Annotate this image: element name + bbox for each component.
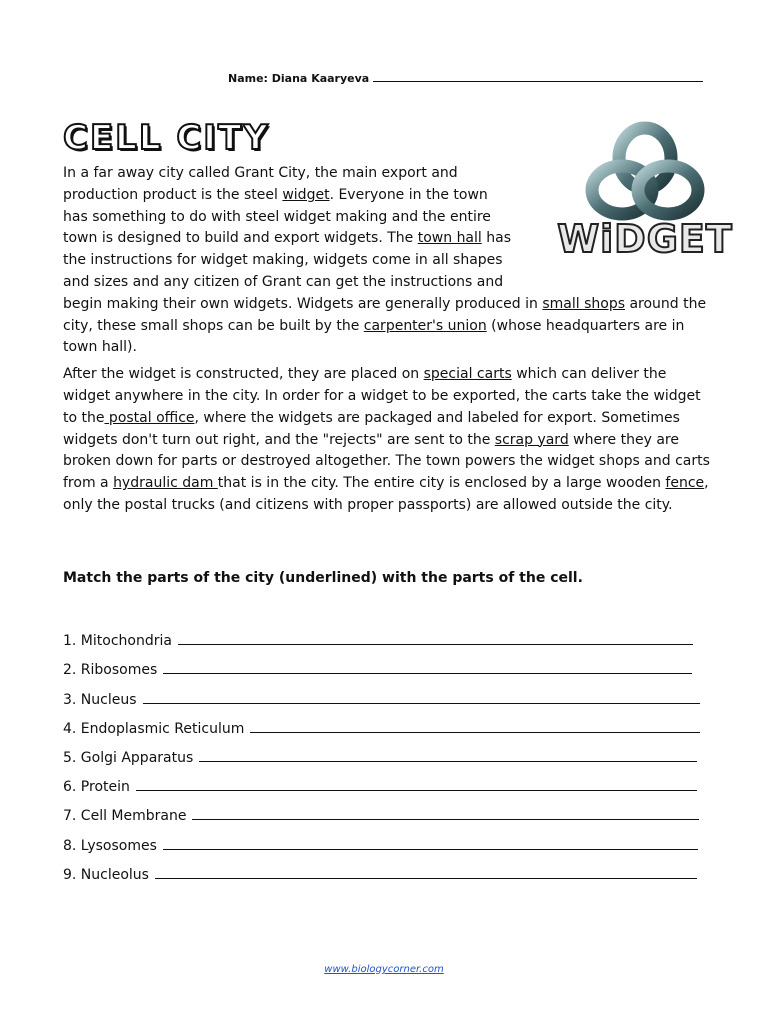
story-text-segment: , only the postal trucks (and citizens with proper passports) are allowed outside the city.	[63, 475, 709, 513]
match-item	[63, 824, 713, 853]
story-text-segment: which can deliver the widget anywhere in the city. In order for a widget to be exported, the carts take the widget to the	[63, 366, 701, 426]
answer-blank[interactable]	[136, 789, 697, 791]
match-item	[63, 678, 713, 707]
match-item	[63, 708, 713, 737]
match-item-label: 5. Golgi Apparatus	[63, 749, 194, 766]
city-part-term: small shops	[542, 295, 625, 312]
city-part-term: postal office	[104, 409, 195, 426]
answer-blank[interactable]	[192, 818, 699, 820]
city-part-term: scrap yard	[494, 431, 569, 448]
match-item-label: 3. Nucleus	[63, 691, 137, 708]
city-part-term: widget	[282, 186, 330, 203]
match-item-label: 6. Protein	[63, 779, 130, 796]
answer-blank[interactable]	[143, 702, 700, 704]
city-part-term: town hall	[417, 230, 482, 247]
story-text	[63, 163, 713, 522]
story-text-segment: After the widget is constructed, they are placed on	[63, 366, 424, 383]
answer-blank[interactable]	[155, 877, 697, 879]
city-part-term: carpenter's union	[363, 317, 487, 334]
story-text-segment: . Everyone in the town has something to do with steel widget making and the entire town is designed to build and export widgets. The	[63, 186, 491, 247]
story-text-segment: In a far away city called Grant City, the main export and production product is the steel	[63, 165, 458, 203]
footer-link[interactable]: www.biologycorner.com	[324, 964, 444, 975]
match-item	[63, 620, 713, 649]
city-part-term: fence	[665, 475, 705, 492]
match-item-label: 2. Ribosomes	[63, 662, 158, 679]
story-text-segment: around the city, these small shops can be built by the	[63, 295, 707, 334]
story-text-segment: (whose headquarters are in town hall).	[63, 317, 685, 356]
answer-blank[interactable]	[178, 643, 693, 645]
city-part-term: hydraulic dam	[113, 475, 218, 492]
match-item-label: 4. Endoplasmic Reticulum	[63, 720, 245, 737]
match-list	[63, 620, 713, 883]
answer-blank[interactable]	[163, 848, 698, 850]
match-item	[63, 649, 713, 678]
match-item	[63, 737, 713, 766]
story-text-segment: that is in the city. The entire city is enclosed by a large wooden	[217, 475, 666, 492]
answer-blank[interactable]	[163, 672, 692, 674]
answer-blank[interactable]	[199, 760, 697, 762]
instruction: Match the parts of the city (underlined) with the parts of the cell.	[63, 570, 583, 586]
name-label: Name: Diana Kaaryeva	[228, 72, 370, 85]
name-line	[228, 72, 703, 85]
answer-blank[interactable]	[250, 731, 700, 733]
match-item	[63, 854, 713, 883]
page-title: CELL CITY	[63, 118, 270, 158]
match-item-label: 8. Lysosomes	[63, 837, 157, 854]
story-text-segment: , where the widgets are packaged and labeled for export. Sometimes widgets don't turn out right, and the "rejects" are sent to the	[63, 409, 680, 448]
match-item-label: 7. Cell Membrane	[63, 808, 187, 825]
story-text-segment: has the instructions for widget making, widgets come in all shapes and sizes and any citizen of Grant can get the instructions and begin making their own widgets. Widgets are generally produced in	[63, 230, 543, 312]
match-item-label: 9. Nucleolus	[63, 866, 149, 883]
story-paragraph-2	[63, 364, 713, 517]
logo-space	[513, 163, 713, 289]
city-part-term: special carts	[423, 366, 512, 383]
name-blank[interactable]	[373, 72, 703, 82]
story-text-segment: where they are broken down for parts or destroyed altogether. The town powers the widget shops and carts from a	[63, 431, 710, 492]
match-item	[63, 766, 713, 795]
logo-text: WiDGET	[557, 217, 733, 261]
match-item-label: 1. Mitochondria	[63, 633, 172, 650]
match-item	[63, 795, 713, 824]
